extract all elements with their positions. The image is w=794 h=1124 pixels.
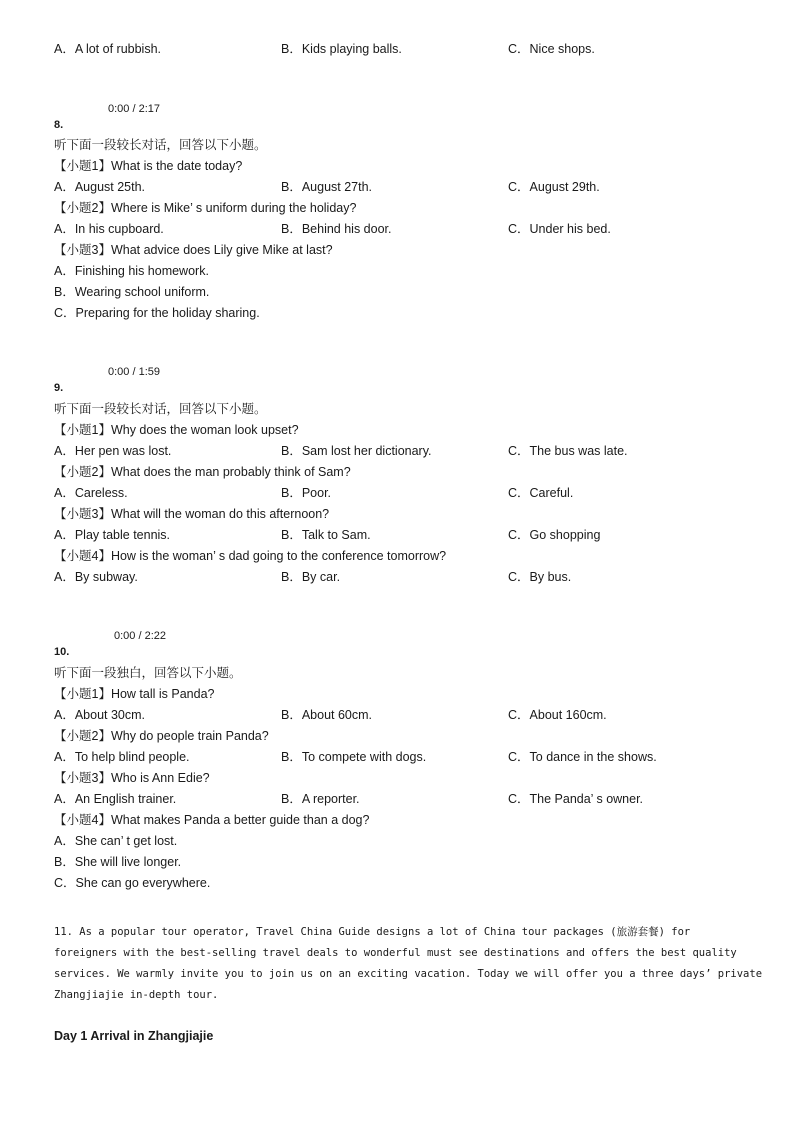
q10-sub4-question: 【小题4】What makes Panda a better guide than a dog? (54, 813, 370, 827)
q10-sub3-option-a: A．An English trainer. (54, 792, 177, 806)
q10-sub1-question: 【小题1】How tall is Panda? (54, 687, 215, 701)
q9-sub3-question: 【小题3】What will the woman do this afternoon? (54, 507, 330, 521)
q10-sub3-option-c: C．The Panda’ s owner. (508, 792, 644, 806)
q10-number: 10. (54, 646, 70, 658)
q9-sub1-option-c: C．The bus was late. (508, 444, 628, 458)
q10-audio-player[interactable]: 0:00 / 2:22 (114, 630, 166, 642)
q7-option-c: C．Nice shops. (508, 42, 595, 56)
q11-passage-line: services. We warmly invite you to join us on an exciting vacation. Today we will offer you a three days’ private (54, 968, 763, 980)
q10-sub2-option-b: B．To compete with dogs. (281, 750, 427, 764)
q9-sub1-question: 【小题1】Why does the woman look upset? (54, 423, 299, 437)
q11-passage-line: 11. As a popular tour operator, Travel China Guide designs a lot of China tour packages (旅游套餐) for (54, 926, 691, 938)
q9-sub2-option-b: B．Poor. (281, 486, 332, 500)
q9-sub4-option-a: A．By subway. (54, 570, 138, 584)
q9-sub3-option-b: B．Talk to Sam. (281, 528, 371, 542)
q8-sub3-option-c: C．Preparing for the holiday sharing. (54, 306, 260, 320)
q9-number: 9. (54, 382, 64, 394)
q7-option-b: B．Kids playing balls. (281, 42, 402, 56)
q10-sub1-option-a: A．About 30cm. (54, 708, 146, 722)
q10-instruction: 听下面一段独白，回答以下小题。 (54, 666, 242, 680)
q11-day1-heading: Day 1 Arrival in Zhangjiajie (54, 1029, 214, 1043)
q9-sub1-option-a: A．Her pen was lost. (54, 444, 172, 458)
q9-sub4-option-b: B．By car. (281, 570, 341, 584)
q8-sub2-option-b: B．Behind his door. (281, 222, 392, 236)
q9-sub2-option-a: A．Careless. (54, 486, 128, 500)
q10-sub2-question: 【小题2】Why do people train Panda? (54, 729, 269, 743)
q9-audio-player[interactable]: 0:00 / 1:59 (108, 366, 160, 378)
q8-sub1-option-b: B．August 27th. (281, 180, 373, 194)
q8-sub3-question: 【小题3】What advice does Lily give Mike at last? (54, 243, 333, 257)
q10-sub2-option-c: C．To dance in the shows. (508, 750, 657, 764)
q9-sub4-option-c: C．By bus. (508, 570, 572, 584)
q10-sub1-option-c: C．About 160cm. (508, 708, 607, 722)
q9-sub2-question: 【小题2】What does the man probably think of Sam? (54, 465, 351, 479)
q8-sub1-option-a: A．August 25th. (54, 180, 146, 194)
q9-sub1-option-b: B．Sam lost her dictionary. (281, 444, 432, 458)
q8-number: 8. (54, 119, 64, 131)
q9-instruction: 听下面一段较长对话，回答以下小题。 (54, 402, 267, 416)
q11-passage (54, 922, 763, 1006)
q10-sub4-option-c: C．She can go everywhere. (54, 876, 211, 890)
q8-audio-player[interactable]: 0:00 / 2:17 (108, 103, 160, 115)
q8-sub2-option-c: C．Under his bed. (508, 222, 611, 236)
q11-passage-line: Zhangjiajie in-depth tour. (54, 989, 219, 1001)
q10-sub4-option-b: B．She will live longer. (54, 855, 182, 869)
q8-instruction: 听下面一段较长对话，回答以下小题。 (54, 138, 267, 152)
q8-sub2-option-a: A．In his cupboard. (54, 222, 164, 236)
q10-sub3-question: 【小题3】Who is Ann Edie? (54, 771, 210, 785)
q9-sub3-option-a: A．Play table tennis. (54, 528, 171, 542)
q8-sub3-option-a: A．Finishing his homework. (54, 264, 209, 278)
q9-sub4-question: 【小题4】How is the woman’ s dad going to the conference tomorrow? (54, 549, 447, 563)
q10-sub1-option-b: B．About 60cm. (281, 708, 373, 722)
q10-sub3-option-b: B．A reporter. (281, 792, 360, 806)
q11-passage-line: foreigners with the best-selling travel deals to wonderful must see destinations and offers the best quality (54, 947, 737, 959)
q10-sub4-option-a: A．She can’ t get lost. (54, 834, 178, 848)
q9-sub2-option-c: C．Careful. (508, 486, 574, 500)
q8-sub1-option-c: C．August 29th. (508, 180, 600, 194)
q10-sub2-option-a: A．To help blind people. (54, 750, 190, 764)
q9-sub3-option-c: C．Go shopping (508, 528, 601, 542)
q7-option-a: A．A lot of rubbish. (54, 42, 162, 56)
q8-sub1-question: 【小题1】What is the date today? (54, 159, 243, 173)
q8-sub3-option-b: B．Wearing school uniform. (54, 285, 210, 299)
q8-sub2-question: 【小题2】Where is Mike’ s uniform during the holiday? (54, 201, 357, 215)
